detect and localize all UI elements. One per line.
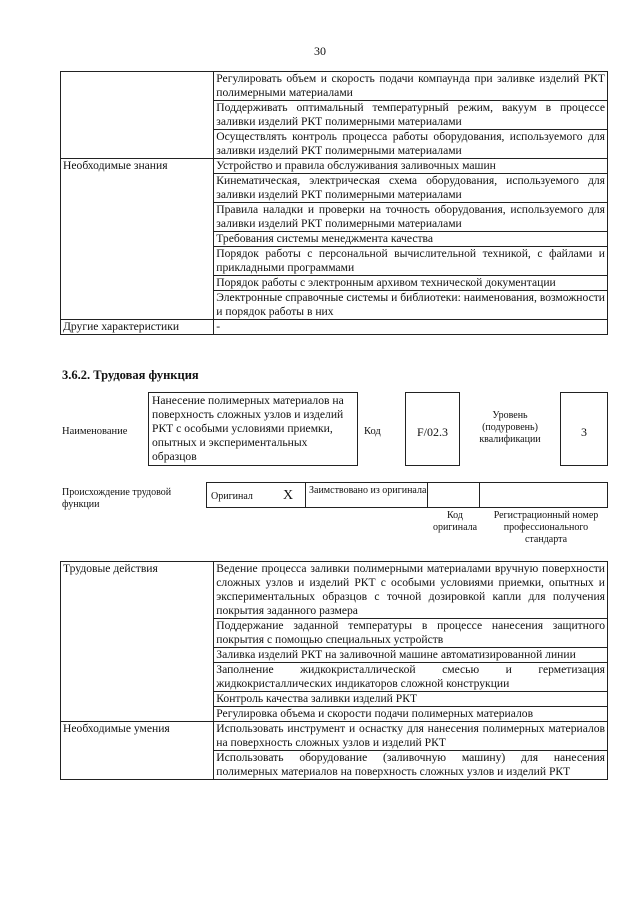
table-row — [61, 707, 608, 722]
table-row — [61, 159, 608, 174]
row-label — [61, 663, 214, 692]
row-label — [61, 707, 214, 722]
row-text: Порядок работы с персональной вычислительной техникой, с файлами и прикладными программами — [214, 247, 608, 276]
divider — [479, 483, 480, 507]
row-label — [61, 247, 214, 276]
code-label: Код — [364, 426, 381, 437]
original-mark: X — [283, 488, 294, 503]
table-row — [61, 130, 608, 159]
row-text: Заполнение жидкокристаллической смесью и герметизация жидкокристаллических индикаторов сложной конструкции — [214, 663, 608, 692]
row-label — [61, 692, 214, 707]
section-title: 3.6.2. Трудовая функция — [62, 368, 199, 382]
table-row — [61, 619, 608, 648]
row-text: Использовать инструмент и оснастку для нанесения полимерных материалов на поверхность сложных узлов и изделий РКТ — [214, 722, 608, 751]
row-label: Другие характеристики — [61, 320, 214, 335]
row-label — [61, 291, 214, 320]
row-label — [61, 130, 214, 159]
row-text: Правила наладки и проверки на точность оборудования, используемого для заливки изделий РКТ полимерными материалами — [214, 203, 608, 232]
origin-label: Происхождение трудовой функции — [62, 487, 172, 510]
table-row — [61, 562, 608, 619]
row-text: Регулировать объем и скорость подачи компаунда при заливке изделий РКТ полимерными материалами — [214, 72, 608, 101]
row-text: Ведение процесса заливки полимерными материалами вручную поверхности сложных узлов и изделий РКТ с особыми условиями приемки, опытных и экспериментальных образцов с точной дозировкой капли для получения покрытия заданного размера — [214, 562, 608, 619]
table-row — [61, 751, 608, 780]
table-row — [61, 722, 608, 751]
table-row — [61, 232, 608, 247]
table-row — [61, 276, 608, 291]
actions-table — [60, 561, 608, 780]
row-label: Трудовые действия — [61, 562, 214, 619]
row-text: Порядок работы с электронным архивом технической документации — [214, 276, 608, 291]
row-text: Контроль качества заливки изделий РКТ — [214, 692, 608, 707]
knowledge-table — [60, 71, 608, 335]
origin-frame — [206, 482, 608, 508]
row-text: Использовать оборудование (заливочную машину) для нанесения полимерных материалов на поверхность сложных узлов и изделий РКТ — [214, 751, 608, 780]
reg-caption: Регистрационный номер профессионального стандарта — [493, 510, 599, 545]
row-label: Необходимые знания — [61, 159, 214, 174]
level-label: Уровень (подуровень) квалификации — [479, 410, 541, 445]
row-text: Регулировка объема и скорости подачи полимерных материалов — [214, 707, 608, 722]
table-row — [61, 101, 608, 130]
code-caption: Код оригинала — [432, 510, 478, 533]
function-code: F/02.3 — [405, 392, 460, 466]
table-row — [61, 320, 608, 335]
row-text: Устройство и правила обслуживания заливочных машин — [214, 159, 608, 174]
row-text: Заливка изделий РКТ на заливочной машине автоматизированной линии — [214, 648, 608, 663]
name-label: Наименование — [62, 426, 128, 437]
table-row — [61, 203, 608, 232]
row-text: Электронные справочные системы и библиотеки: наименования, возможности и порядок работы в них — [214, 291, 608, 320]
row-label — [61, 72, 214, 101]
page-number: 30 — [314, 44, 326, 58]
level-value: 3 — [560, 392, 608, 466]
row-text: Кинематическая, электрическая схема оборудования, используемого для заливки изделий РКТ полимерными материалами — [214, 174, 608, 203]
row-label — [61, 619, 214, 648]
row-text: Требования системы менеджмента качества — [214, 232, 608, 247]
row-label — [61, 648, 214, 663]
row-label — [61, 174, 214, 203]
table-row — [61, 72, 608, 101]
row-text: - — [214, 320, 608, 335]
divider — [305, 483, 306, 507]
row-label — [61, 203, 214, 232]
table-row — [61, 663, 608, 692]
function-name: Нанесение полимерных материалов на поверхность сложных узлов и изделий РКТ с особыми условиями приемки, опытных и экспериментальных образцов — [148, 392, 358, 466]
row-label — [61, 232, 214, 247]
table-row — [61, 291, 608, 320]
table-row — [61, 247, 608, 276]
row-label: Необходимые умения — [61, 722, 214, 751]
row-label — [61, 101, 214, 130]
divider — [427, 483, 428, 507]
original-label: Оригинал — [211, 491, 253, 502]
row-text: Осуществлять контроль процесса работы оборудования, используемого для заливки изделий РКТ полимерными материалами — [214, 130, 608, 159]
row-label — [61, 276, 214, 291]
table-row — [61, 648, 608, 663]
row-label — [61, 751, 214, 780]
borrowed-label: Заимствовано из оригинала — [309, 485, 427, 496]
row-text: Поддержание заданной температуры в процессе нанесения защитного покрытия с помощью специальных устройств — [214, 619, 608, 648]
row-text: Поддерживать оптимальный температурный режим, вакуум в процессе заливки изделий РКТ полимерными материалами — [214, 101, 608, 130]
table-row — [61, 174, 608, 203]
table-row — [61, 692, 608, 707]
